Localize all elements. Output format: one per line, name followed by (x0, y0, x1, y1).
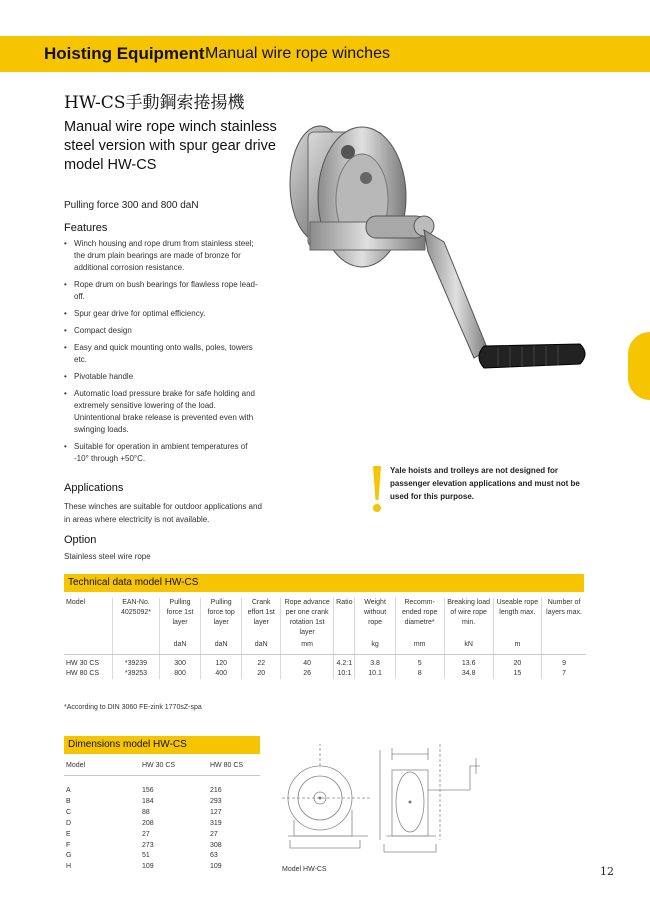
table-cell: 20 (242, 669, 281, 679)
unit-cell: kN (444, 638, 493, 655)
table-cell: 34.8 (444, 669, 493, 679)
col-header: Pulling force 1st layer (160, 598, 201, 638)
dims-header-row (64, 762, 260, 776)
dims-heading-band (64, 736, 260, 754)
col-header: Model (66, 599, 86, 606)
tech-table (64, 598, 586, 679)
table-cell: 20 (493, 655, 541, 670)
unit-cell (113, 638, 160, 655)
col-header: Ratio (334, 598, 355, 638)
table-cell: 400 (201, 669, 242, 679)
unit-cell: daN (160, 638, 201, 655)
unit-cell: daN (242, 638, 281, 655)
col-header: HW 80 CS (208, 762, 260, 776)
col-header: Useable rope length max. (493, 598, 541, 638)
unit-cell (542, 638, 586, 655)
features-heading: Features (64, 222, 108, 234)
table-row (64, 808, 260, 819)
exclamation-icon (372, 464, 382, 514)
table-cell: 26 (281, 669, 334, 679)
table-row (64, 655, 586, 670)
table-cell: 27 (210, 830, 218, 838)
col-header: Breaking load of wire rope min. (444, 598, 493, 638)
product-title: Manual wire rope winch stainless steel version with spur gear drive model HW-CS (64, 119, 277, 173)
table-cell: G (66, 852, 72, 860)
applications-text: These winches are suitable for outdoor applications and in areas where electricity is not available. (64, 502, 262, 524)
dims-heading: Dimensions model HW-CS (68, 739, 187, 750)
feature-item: • Suitable for operation in ambient temperatures of -10° through +50°C. (64, 441, 264, 465)
feature-item: • Rope drum on bush bearings for flawless rope lead-off. (64, 279, 264, 303)
table-cell: 88 (142, 808, 150, 816)
winch-photo (278, 122, 588, 387)
table-cell: 8 (395, 669, 444, 679)
table-cell: C (66, 808, 72, 816)
technical-drawing (280, 740, 580, 858)
table-cell: *39253 (113, 669, 160, 679)
table-cell: *39239 (113, 655, 160, 670)
table-cell: F (66, 841, 71, 849)
table-cell: 5 (395, 655, 444, 670)
table-cell: 63 (210, 852, 218, 860)
table-cell: 109 (210, 863, 222, 871)
table-cell: A (66, 787, 71, 794)
col-header: Crank effort 1st layer (242, 598, 281, 638)
tech-header-row (64, 598, 586, 638)
col-header: Pulling force top layer (201, 598, 242, 638)
table-cell: 3.8 (355, 655, 395, 670)
table-row (64, 830, 260, 841)
warning-text: Yale hoists and trolleys are not designed for passenger elevation applications and must not be used for this purpose. (390, 466, 580, 501)
table-cell: 27 (142, 830, 150, 838)
table-cell: 40 (281, 655, 334, 670)
unit-cell: mm (281, 638, 334, 655)
unit-cell (64, 638, 113, 655)
col-header: HW 30 CS (134, 762, 208, 776)
table-cell: 22 (242, 655, 281, 670)
section-title: Hoisting Equipment (44, 44, 205, 63)
table-cell: 800 (160, 669, 201, 679)
page-number: 12 (600, 865, 614, 878)
col-header: Recomm-ended rope diametre* (395, 598, 444, 638)
table-cell: 156 (142, 787, 154, 794)
table-cell: 120 (201, 655, 242, 670)
tech-heading-band (64, 574, 584, 592)
table-cell: 300 (160, 655, 201, 670)
tech-units-row (64, 638, 586, 655)
col-header: EAN-No. 4025092* (113, 598, 160, 638)
table-cell: 208 (142, 819, 154, 827)
table-cell: 51 (142, 852, 150, 860)
table-row (64, 862, 260, 873)
feature-item: • Compact design (64, 325, 264, 337)
table-cell: 10:1 (334, 669, 355, 679)
unit-cell: daN (201, 638, 242, 655)
table-row (64, 669, 586, 679)
col-header: Weight without rope (355, 598, 395, 638)
pulling-force: Pulling force 300 and 800 daN (64, 200, 199, 211)
option-text: Stainless steel wire rope (64, 552, 151, 561)
feature-item: • Winch housing and rope drum from stainless steel; the drum plain bearings are made of bronze for additional corrosion resistance. (64, 238, 264, 274)
table-cell: 7 (542, 669, 586, 679)
table-cell: 308 (210, 841, 222, 849)
table-cell: HW 30 CS (66, 660, 100, 667)
table-cell: E (66, 830, 71, 838)
feature-item: • Automatic load pressure brake for safe holding and extremely sensitive lowering of the load. Unintentional brake release is prevented even with swinging loads. (64, 388, 264, 436)
table-cell: 4.2:1 (334, 655, 355, 670)
table-cell: D (66, 819, 72, 827)
col-header: Number of layers max. (542, 598, 586, 638)
drawing-caption: Model HW-CS (282, 866, 327, 873)
section-subtitle: Manual wire rope winches (205, 45, 390, 62)
table-cell: 15 (493, 669, 541, 679)
option-heading: Option (64, 534, 97, 546)
col-header: Rope advance per one crank rotation 1st layer (281, 598, 334, 638)
table-cell: 10.1 (355, 669, 395, 679)
table-cell: 216 (210, 787, 222, 794)
table-row (64, 819, 260, 830)
feature-item: • Easy and quick mounting onto walls, poles, towers etc. (64, 342, 264, 366)
table-cell: 127 (210, 808, 222, 816)
table-row (64, 797, 260, 808)
col-header: Model (64, 762, 134, 776)
table-cell: 13.6 (444, 655, 493, 670)
table-cell: 184 (142, 797, 154, 805)
features-list (64, 238, 264, 470)
table-cell: H (66, 863, 72, 871)
footnote: *According to DIN 3060 FE-zink 1770sZ-spa (64, 704, 202, 711)
table-cell: 9 (542, 655, 586, 670)
table-cell: B (66, 797, 71, 805)
table-row (64, 841, 260, 852)
table-cell: 319 (210, 819, 222, 827)
tech-heading: Technical data model HW-CS (68, 577, 199, 588)
unit-cell: kg (355, 638, 395, 655)
header-band (0, 36, 650, 72)
unit-cell: m (493, 638, 541, 655)
applications-heading: Applications (64, 482, 124, 494)
cjk-title: HW-CS手動鋼索捲揚機 (64, 93, 245, 113)
table-cell: 109 (142, 863, 154, 871)
feature-item: • Spur gear drive for optimal efficiency. (64, 308, 264, 320)
table-row (64, 776, 260, 797)
table-cell: 293 (210, 797, 222, 805)
table-cell: HW 80 CS (66, 670, 100, 677)
unit-cell (334, 638, 355, 655)
dims-table (64, 762, 260, 873)
table-cell: 273 (142, 841, 154, 849)
feature-item: • Pivotable handle (64, 371, 264, 383)
unit-cell: mm (395, 638, 444, 655)
table-row (64, 851, 260, 862)
side-tab (628, 332, 650, 400)
